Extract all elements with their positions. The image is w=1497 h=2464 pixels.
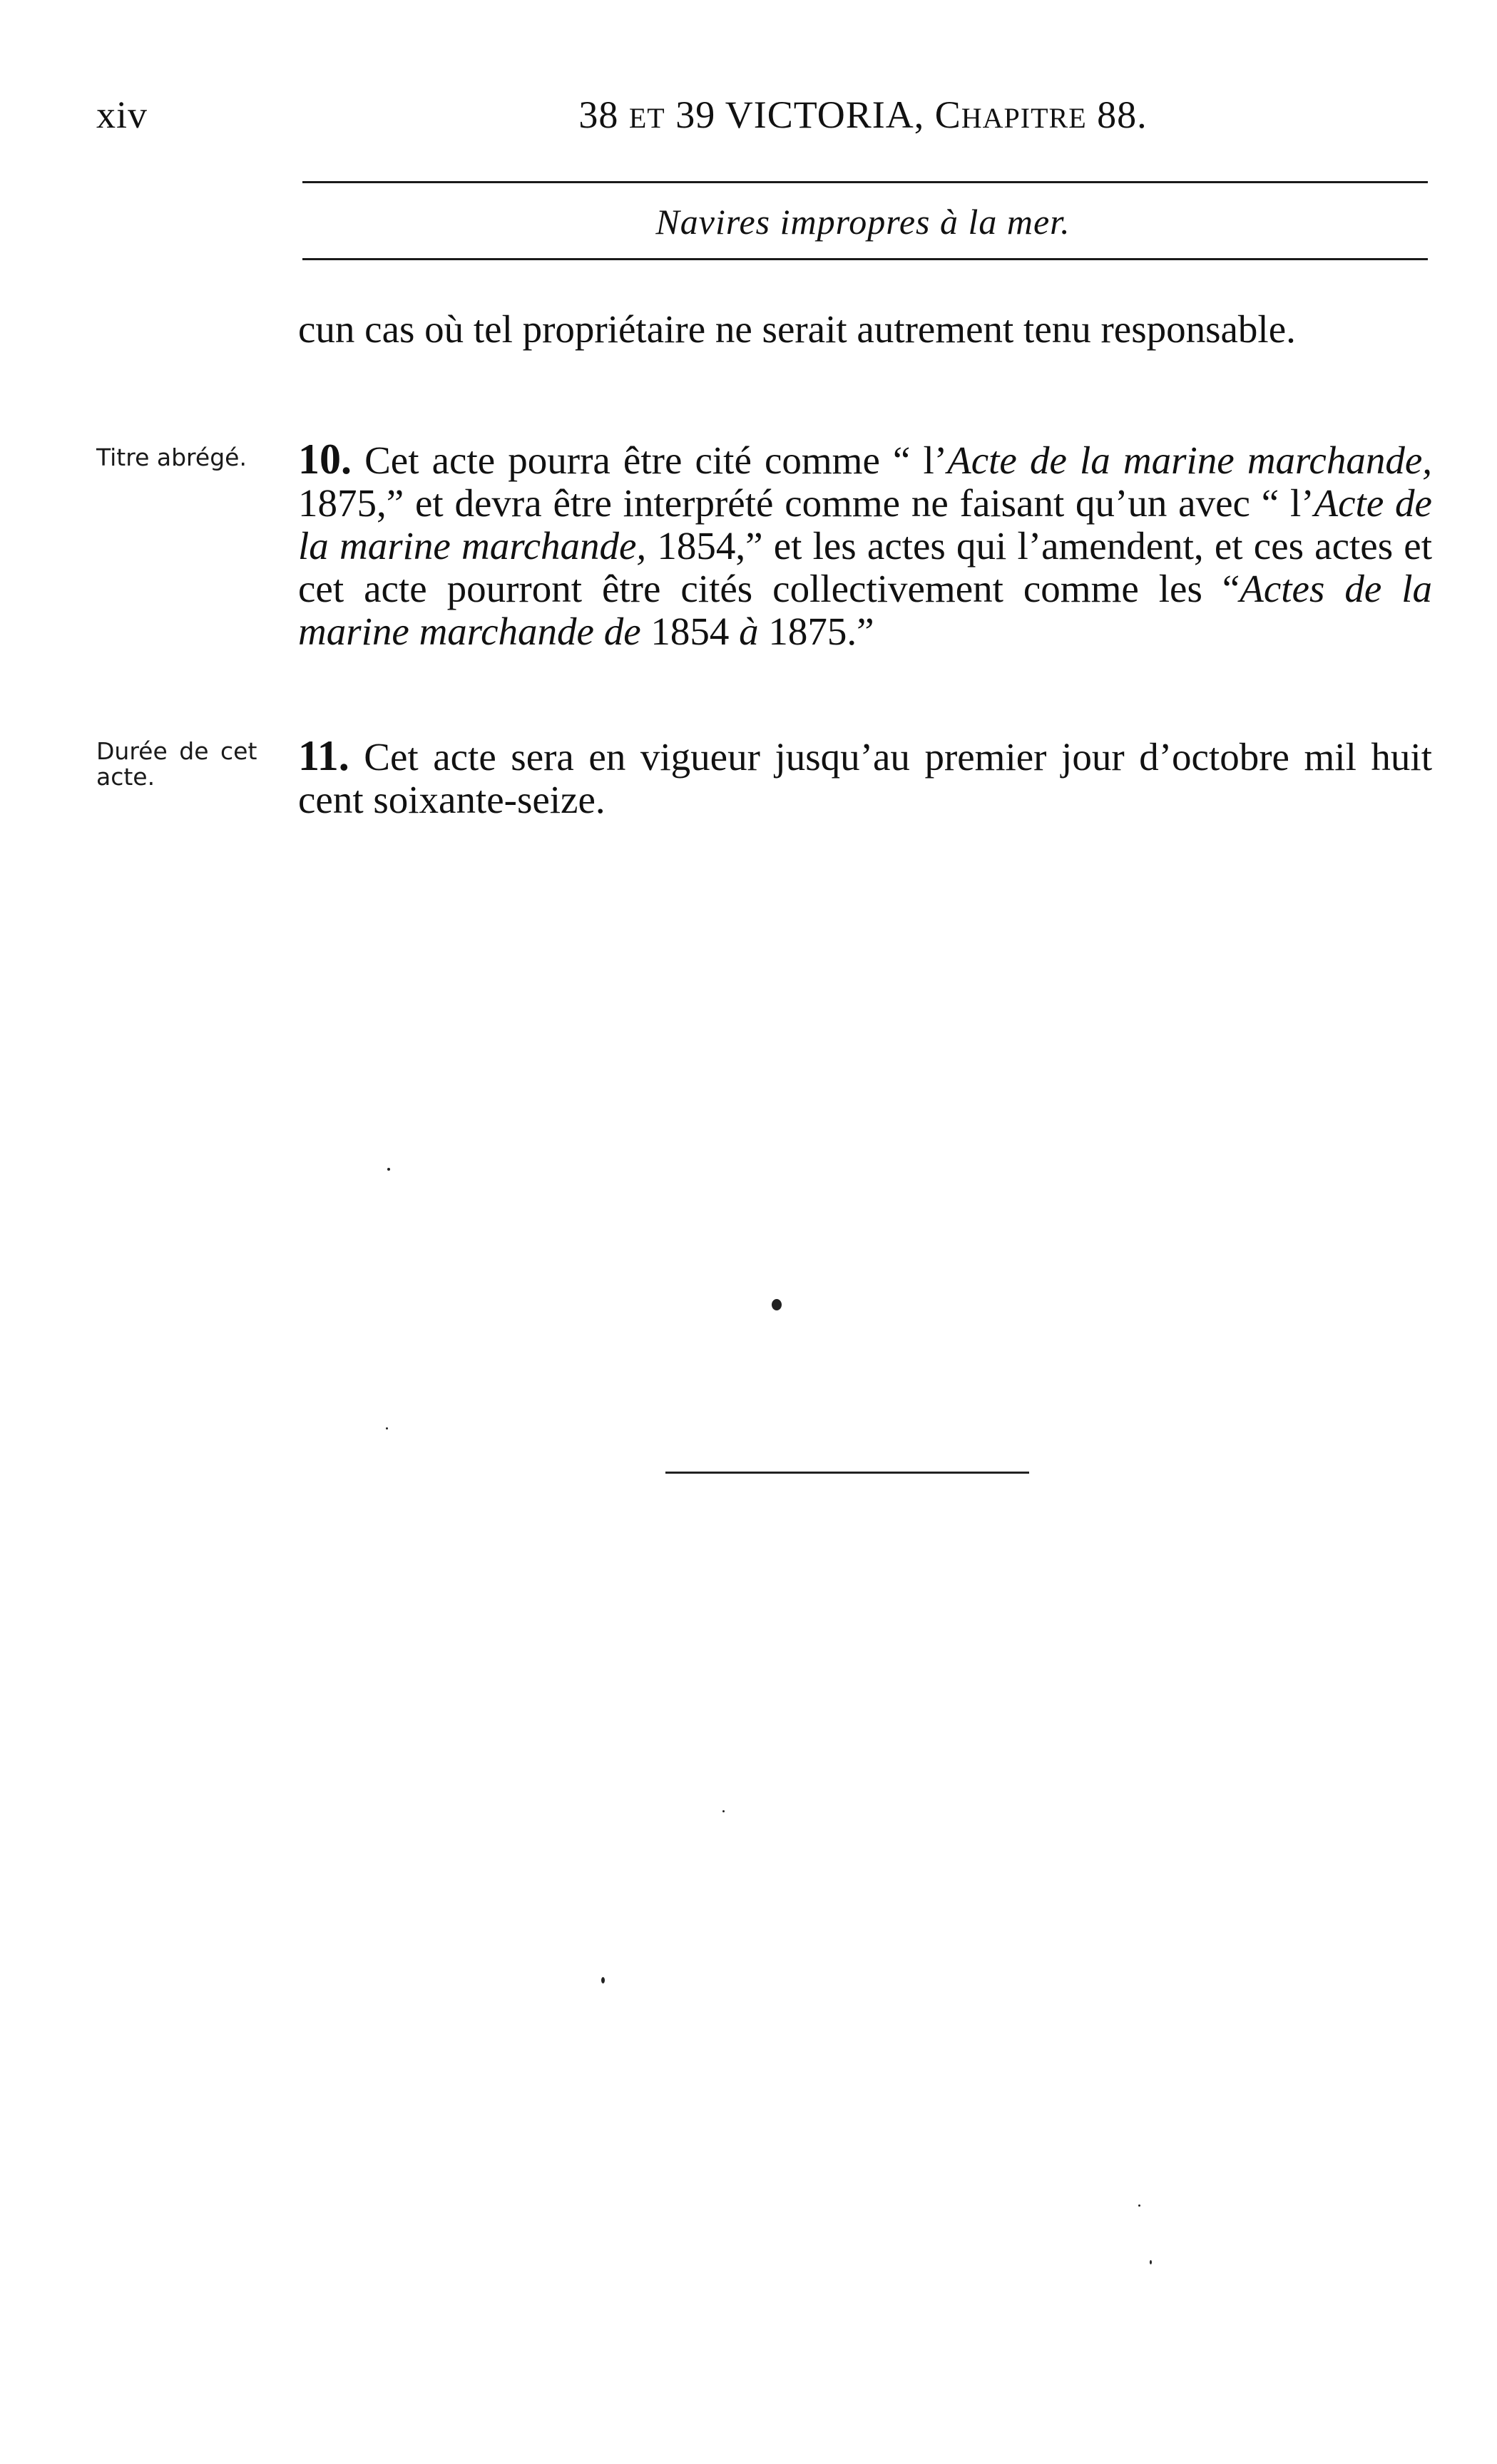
ink-speck: [1138, 2204, 1140, 2207]
section-10-italic-4: à: [739, 610, 759, 653]
ink-speck: [772, 1299, 782, 1310]
running-head-pre: 38: [578, 93, 629, 136]
running-head-post: 39 VICTORIA,: [665, 93, 935, 136]
running-head-ch: C: [934, 93, 961, 136]
section-number: 11.: [298, 732, 349, 779]
page-number: xiv: [96, 93, 148, 136]
header-rule-top: [302, 181, 1428, 183]
margin-note-short-title: Titre abrégé.: [96, 443, 247, 471]
section-11-text: Cet acte sera en vigueur jusqu’au premier jour d’octobre mil huit cent soixante-seize.: [298, 735, 1432, 821]
section-10-text-2: 1875,” et devra être interprété comme ne faisant qu’un avec “ l’: [298, 481, 1314, 525]
end-rule: [665, 1472, 1029, 1474]
ink-speck: [722, 1810, 725, 1812]
section-10-text-3: 1854,” et les actes qui l’amendent, et ces actes et cet acte pourront être cités collectivement comme les “: [298, 524, 1432, 610]
margin-note-duration: Durée de cet acte.: [96, 737, 257, 791]
running-head-hapitre: HAPITRE: [961, 102, 1087, 134]
section-10-italic-2: Acte de la marine marchande,: [298, 481, 1432, 568]
section-11-paragraph: [298, 734, 1432, 821]
section-10-paragraph: [298, 438, 1432, 653]
running-head-et: ET: [628, 102, 665, 134]
continuation-paragraph: cun cas où tel propriétaire ne serait autrement tenu responsable.: [298, 307, 1296, 351]
ink-speck: [386, 1427, 388, 1429]
section-10-italic-1: Acte de la marine marchande,: [947, 438, 1432, 482]
running-head: [300, 93, 1426, 137]
section-10-text-5: 1875.”: [758, 610, 874, 653]
section-10-text-1: Cet acte pourra être cité comme “ l’: [352, 438, 948, 482]
ink-speck: [601, 1977, 605, 1983]
ink-speck: [387, 1168, 390, 1171]
section-number: 10.: [298, 436, 352, 483]
section-10-text-4: 1854: [640, 610, 740, 653]
header-rule-bottom: [302, 258, 1428, 260]
ink-speck: [1150, 2260, 1152, 2264]
section-title: Navires impropres à la mer.: [655, 202, 1071, 242]
section-10-italic-3: Actes de la marine marchande de: [298, 567, 1433, 653]
running-head-num: 88.: [1086, 93, 1148, 136]
